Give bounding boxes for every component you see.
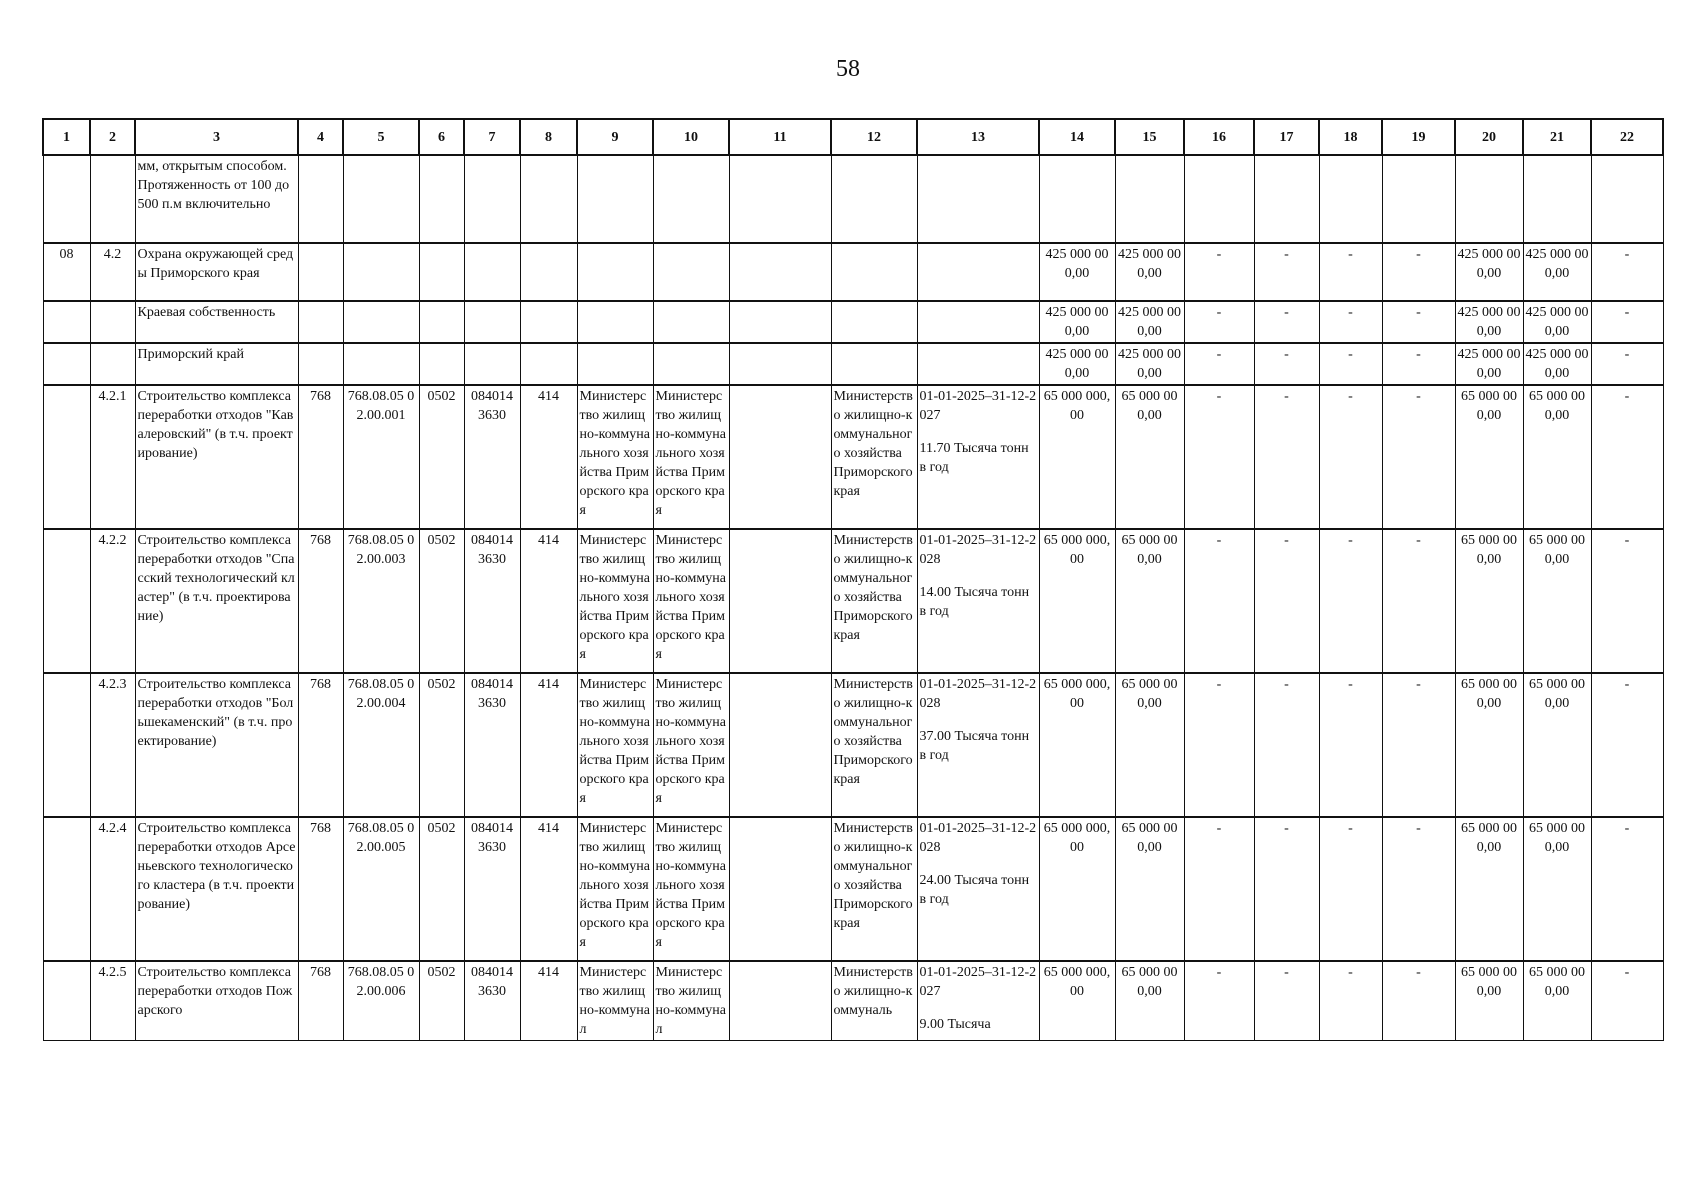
header-row bbox=[43, 119, 1663, 155]
column-header-1: 1 bbox=[43, 119, 90, 155]
cell-col-16: - bbox=[1184, 529, 1254, 673]
cell-col-10: Министерство жилищно-коммунального хозяйства Приморского края bbox=[653, 529, 729, 673]
cell-col-14: 65 000 000,00 bbox=[1039, 817, 1115, 961]
cell-col-20: 425 000 000,00 bbox=[1455, 243, 1523, 301]
column-header-14: 14 bbox=[1039, 119, 1115, 155]
cell-col-14: 425 000 000,00 bbox=[1039, 343, 1115, 385]
cell-col-22: - bbox=[1591, 301, 1663, 343]
cell-col-21: 65 000 000,00 bbox=[1523, 529, 1591, 673]
cell-col-14: 65 000 000,00 bbox=[1039, 385, 1115, 529]
cell-col-16: - bbox=[1184, 673, 1254, 817]
cell-col-14: 65 000 000,00 bbox=[1039, 529, 1115, 673]
column-header-20: 20 bbox=[1455, 119, 1523, 155]
cell-col-15: 425 000 000,00 bbox=[1115, 243, 1184, 301]
cell-col-1 bbox=[43, 961, 90, 1041]
column-header-7: 7 bbox=[464, 119, 520, 155]
table-row bbox=[43, 817, 1663, 961]
cell-col-9: Министерство жилищно-коммунального хозяйства Приморского края bbox=[577, 817, 653, 961]
cell-col-16: - bbox=[1184, 817, 1254, 961]
table-row bbox=[43, 301, 1663, 343]
cell-col-18: - bbox=[1319, 343, 1382, 385]
cell-col-13 bbox=[917, 817, 1039, 961]
cell-col-4: 768 bbox=[298, 961, 343, 1041]
cell-col-17: - bbox=[1254, 243, 1319, 301]
cell-col-1 bbox=[43, 529, 90, 673]
column-header-8: 8 bbox=[520, 119, 577, 155]
cell-col-17: - bbox=[1254, 529, 1319, 673]
cell-col-8 bbox=[520, 155, 577, 243]
cell-col-15: 65 000 000,00 bbox=[1115, 673, 1184, 817]
column-header-19: 19 bbox=[1382, 119, 1455, 155]
column-header-9: 9 bbox=[577, 119, 653, 155]
cell-col-18: - bbox=[1319, 529, 1382, 673]
cell-col-6: 0502 bbox=[419, 529, 464, 673]
cell-col-14: 425 000 000,00 bbox=[1039, 243, 1115, 301]
cell-col-18: - bbox=[1319, 385, 1382, 529]
cell-col-3: Строительство комплекса переработки отходов "Большекаменский" (в т.ч. проектирование) bbox=[135, 673, 298, 817]
cell-col-20: 65 000 000,00 bbox=[1455, 529, 1523, 673]
cell-col-11 bbox=[729, 385, 831, 529]
cell-col-20: 65 000 000,00 bbox=[1455, 817, 1523, 961]
cell-col-3: Приморский край bbox=[135, 343, 298, 385]
cell-col-3: Строительство комплекса переработки отходов "Кавалеровский" (в т.ч. проектирование) bbox=[135, 385, 298, 529]
budget-table bbox=[42, 118, 1664, 1041]
table-row bbox=[43, 673, 1663, 817]
cell-col-22: - bbox=[1591, 961, 1663, 1041]
cell-col-19: - bbox=[1382, 343, 1455, 385]
cell-col-7: 084014 3630 bbox=[464, 961, 520, 1041]
cell-col-8: 414 bbox=[520, 961, 577, 1041]
cell-col-7: 084014 3630 bbox=[464, 385, 520, 529]
cell-col-21 bbox=[1523, 155, 1591, 243]
cell-col-12 bbox=[831, 155, 917, 243]
cell-col-11 bbox=[729, 817, 831, 961]
table-row bbox=[43, 529, 1663, 673]
cell-col-21: 425 000 000,00 bbox=[1523, 343, 1591, 385]
cell-col-2: 4.2.4 bbox=[90, 817, 135, 961]
cell-col-21: 65 000 000,00 bbox=[1523, 961, 1591, 1041]
cell-col-17: - bbox=[1254, 385, 1319, 529]
cell-col-4 bbox=[298, 155, 343, 243]
cell-col-11 bbox=[729, 155, 831, 243]
cell-col-20: 65 000 000,00 bbox=[1455, 961, 1523, 1041]
cell-col-12: Министерство жилищно-коммунального хозяйства Приморского края bbox=[831, 529, 917, 673]
cell-col-13 bbox=[917, 301, 1039, 343]
cell-col-10: Министерство жилищно-коммунал bbox=[653, 961, 729, 1041]
cell-col-12: Министерство жилищно-коммунального хозяйства Приморского края bbox=[831, 385, 917, 529]
cell-col-13 bbox=[917, 155, 1039, 243]
column-header-4: 4 bbox=[298, 119, 343, 155]
cell-col-8 bbox=[520, 243, 577, 301]
table-row bbox=[43, 155, 1663, 243]
capacity-text: 14.00 Тысяча тонн в год bbox=[919, 585, 1030, 619]
cell-col-10 bbox=[653, 343, 729, 385]
cell-col-19: - bbox=[1382, 243, 1455, 301]
cell-col-7 bbox=[464, 343, 520, 385]
cell-col-12: Министерство жилищно-коммунального хозяйства Приморского края bbox=[831, 673, 917, 817]
cell-col-10 bbox=[653, 243, 729, 301]
table-row bbox=[43, 961, 1663, 1041]
column-header-17: 17 bbox=[1254, 119, 1319, 155]
cell-col-11 bbox=[729, 961, 831, 1041]
column-header-22: 22 bbox=[1591, 119, 1663, 155]
cell-col-2: 4.2.5 bbox=[90, 961, 135, 1041]
cell-col-5 bbox=[343, 243, 419, 301]
cell-col-17: - bbox=[1254, 817, 1319, 961]
cell-col-7: 084014 3630 bbox=[464, 673, 520, 817]
cell-col-12 bbox=[831, 243, 917, 301]
cell-col-20: 425 000 000,00 bbox=[1455, 301, 1523, 343]
cell-col-9: Министерство жилищно-коммунального хозяйства Приморского края bbox=[577, 385, 653, 529]
cell-col-7: 084014 3630 bbox=[464, 529, 520, 673]
cell-col-5: 768.08.05 02.00.001 bbox=[343, 385, 419, 529]
cell-col-9 bbox=[577, 301, 653, 343]
cell-col-6: 0502 bbox=[419, 385, 464, 529]
column-header-6: 6 bbox=[419, 119, 464, 155]
page-number: 58 bbox=[836, 56, 860, 82]
cell-col-6: 0502 bbox=[419, 961, 464, 1041]
cell-col-18: - bbox=[1319, 301, 1382, 343]
cell-col-19: - bbox=[1382, 529, 1455, 673]
cell-col-19 bbox=[1382, 155, 1455, 243]
cell-col-5 bbox=[343, 155, 419, 243]
cell-col-15: 65 000 000,00 bbox=[1115, 385, 1184, 529]
cell-col-16: - bbox=[1184, 343, 1254, 385]
cell-col-16: - bbox=[1184, 385, 1254, 529]
cell-col-14 bbox=[1039, 155, 1115, 243]
column-header-3: 3 bbox=[135, 119, 298, 155]
cell-col-22 bbox=[1591, 155, 1663, 243]
cell-col-4 bbox=[298, 243, 343, 301]
capacity-text: 24.00 Тысяча тонн в год bbox=[919, 873, 1030, 907]
cell-col-4: 768 bbox=[298, 817, 343, 961]
cell-col-15: 425 000 000,00 bbox=[1115, 343, 1184, 385]
cell-col-20: 65 000 000,00 bbox=[1455, 385, 1523, 529]
cell-col-9: Министерство жилищно-коммунал bbox=[577, 961, 653, 1041]
cell-col-16: - bbox=[1184, 301, 1254, 343]
column-header-18: 18 bbox=[1319, 119, 1382, 155]
cell-col-5 bbox=[343, 301, 419, 343]
cell-col-19: - bbox=[1382, 301, 1455, 343]
cell-col-18: - bbox=[1319, 817, 1382, 961]
cell-col-9 bbox=[577, 243, 653, 301]
cell-col-18: - bbox=[1319, 673, 1382, 817]
cell-col-15: 425 000 000,00 bbox=[1115, 301, 1184, 343]
column-header-11: 11 bbox=[729, 119, 831, 155]
cell-col-11 bbox=[729, 243, 831, 301]
cell-col-17: - bbox=[1254, 343, 1319, 385]
table-row bbox=[43, 343, 1663, 385]
cell-col-3: Охрана окружающей среды Приморского края bbox=[135, 243, 298, 301]
cell-col-6: 0502 bbox=[419, 817, 464, 961]
cell-col-22: - bbox=[1591, 673, 1663, 817]
cell-col-12: Министерство жилищно-коммунального хозяйства Приморского края bbox=[831, 817, 917, 961]
cell-col-22: - bbox=[1591, 343, 1663, 385]
cell-col-15: 65 000 000,00 bbox=[1115, 817, 1184, 961]
cell-col-20: 425 000 000,00 bbox=[1455, 343, 1523, 385]
cell-col-8 bbox=[520, 301, 577, 343]
period-text: 01-01-2025–31-12-2027 bbox=[919, 965, 1037, 999]
cell-col-17: - bbox=[1254, 961, 1319, 1041]
cell-col-9: Министерство жилищно-коммунального хозяйства Приморского края bbox=[577, 529, 653, 673]
cell-col-2: 4.2.1 bbox=[90, 385, 135, 529]
table-row bbox=[43, 243, 1663, 301]
cell-col-2 bbox=[90, 343, 135, 385]
cell-col-13 bbox=[917, 343, 1039, 385]
cell-col-13 bbox=[917, 385, 1039, 529]
cell-col-5: 768.08.05 02.00.003 bbox=[343, 529, 419, 673]
period-text: 01-01-2025–31-12-2028 bbox=[919, 677, 1037, 711]
cell-col-13 bbox=[917, 529, 1039, 673]
cell-col-12: Министерство жилищно-коммуналь bbox=[831, 961, 917, 1041]
cell-col-3: Строительство комплекса переработки отходов Арсеньевского технологического кластера (в т.ч. проектирование) bbox=[135, 817, 298, 961]
cell-col-3: Строительство комплекса переработки отходов Пожарского bbox=[135, 961, 298, 1041]
cell-col-16: - bbox=[1184, 243, 1254, 301]
cell-col-10: Министерство жилищно-коммунального хозяйства Приморского края bbox=[653, 673, 729, 817]
cell-col-7 bbox=[464, 155, 520, 243]
cell-col-8: 414 bbox=[520, 817, 577, 961]
cell-col-15 bbox=[1115, 155, 1184, 243]
cell-col-14: 65 000 000,00 bbox=[1039, 961, 1115, 1041]
column-header-16: 16 bbox=[1184, 119, 1254, 155]
cell-col-13 bbox=[917, 961, 1039, 1041]
cell-col-8: 414 bbox=[520, 673, 577, 817]
cell-col-18: - bbox=[1319, 243, 1382, 301]
cell-col-1 bbox=[43, 673, 90, 817]
cell-col-22: - bbox=[1591, 243, 1663, 301]
cell-col-10: Министерство жилищно-коммунального хозяйства Приморского края bbox=[653, 385, 729, 529]
cell-col-13 bbox=[917, 673, 1039, 817]
cell-col-15: 65 000 000,00 bbox=[1115, 961, 1184, 1041]
cell-col-1 bbox=[43, 301, 90, 343]
cell-col-19: - bbox=[1382, 961, 1455, 1041]
cell-col-8: 414 bbox=[520, 529, 577, 673]
cell-col-20: 65 000 000,00 bbox=[1455, 673, 1523, 817]
cell-col-19: - bbox=[1382, 673, 1455, 817]
cell-col-14: 425 000 000,00 bbox=[1039, 301, 1115, 343]
cell-col-17 bbox=[1254, 155, 1319, 243]
cell-col-11 bbox=[729, 673, 831, 817]
cell-col-7 bbox=[464, 243, 520, 301]
cell-col-1 bbox=[43, 385, 90, 529]
cell-col-5: 768.08.05 02.00.005 bbox=[343, 817, 419, 961]
column-header-21: 21 bbox=[1523, 119, 1591, 155]
cell-col-5: 768.08.05 02.00.006 bbox=[343, 961, 419, 1041]
cell-col-11 bbox=[729, 343, 831, 385]
cell-col-21: 425 000 000,00 bbox=[1523, 301, 1591, 343]
cell-col-2 bbox=[90, 155, 135, 243]
cell-col-10 bbox=[653, 301, 729, 343]
cell-col-12 bbox=[831, 301, 917, 343]
cell-col-7: 084014 3630 bbox=[464, 817, 520, 961]
cell-col-5: 768.08.05 02.00.004 bbox=[343, 673, 419, 817]
cell-col-13 bbox=[917, 243, 1039, 301]
cell-col-19: - bbox=[1382, 817, 1455, 961]
cell-col-22: - bbox=[1591, 529, 1663, 673]
column-header-5: 5 bbox=[343, 119, 419, 155]
cell-col-12 bbox=[831, 343, 917, 385]
cell-col-21: 65 000 000,00 bbox=[1523, 385, 1591, 529]
cell-col-16 bbox=[1184, 155, 1254, 243]
column-header-2: 2 bbox=[90, 119, 135, 155]
cell-col-11 bbox=[729, 529, 831, 673]
cell-col-6 bbox=[419, 155, 464, 243]
period-text: 01-01-2025–31-12-2027 bbox=[919, 389, 1037, 423]
capacity-text: 9.00 Тысяча bbox=[919, 1017, 991, 1032]
cell-col-4: 768 bbox=[298, 385, 343, 529]
cell-col-3: мм, открытым способом. Протяженность от 100 до 500 п.м включительно bbox=[135, 155, 298, 243]
table-body bbox=[43, 155, 1663, 1041]
cell-col-21: 65 000 000,00 bbox=[1523, 817, 1591, 961]
cell-col-6: 0502 bbox=[419, 673, 464, 817]
period-text: 01-01-2025–31-12-2028 bbox=[919, 821, 1037, 855]
cell-col-5 bbox=[343, 343, 419, 385]
cell-col-4: 768 bbox=[298, 673, 343, 817]
cell-col-10 bbox=[653, 155, 729, 243]
cell-col-8: 414 bbox=[520, 385, 577, 529]
column-header-10: 10 bbox=[653, 119, 729, 155]
cell-col-14: 65 000 000,00 bbox=[1039, 673, 1115, 817]
cell-col-17: - bbox=[1254, 301, 1319, 343]
cell-col-2: 4.2 bbox=[90, 243, 135, 301]
cell-col-1: 08 bbox=[43, 243, 90, 301]
cell-col-18 bbox=[1319, 155, 1382, 243]
cell-col-18: - bbox=[1319, 961, 1382, 1041]
cell-col-22: - bbox=[1591, 385, 1663, 529]
cell-col-1 bbox=[43, 155, 90, 243]
cell-col-17: - bbox=[1254, 673, 1319, 817]
cell-col-21: 425 000 000,00 bbox=[1523, 243, 1591, 301]
cell-col-10: Министерство жилищно-коммунального хозяйства Приморского края bbox=[653, 817, 729, 961]
cell-col-9: Министерство жилищно-коммунального хозяйства Приморского края bbox=[577, 673, 653, 817]
capacity-text: 11.70 Тысяча тонн в год bbox=[919, 441, 1029, 475]
cell-col-6 bbox=[419, 301, 464, 343]
cell-col-9 bbox=[577, 155, 653, 243]
table-row bbox=[43, 385, 1663, 529]
cell-col-16: - bbox=[1184, 961, 1254, 1041]
cell-col-8 bbox=[520, 343, 577, 385]
cell-col-1 bbox=[43, 343, 90, 385]
cell-col-20 bbox=[1455, 155, 1523, 243]
cell-col-7 bbox=[464, 301, 520, 343]
cell-col-4 bbox=[298, 301, 343, 343]
cell-col-4: 768 bbox=[298, 529, 343, 673]
cell-col-15: 65 000 000,00 bbox=[1115, 529, 1184, 673]
cell-col-21: 65 000 000,00 bbox=[1523, 673, 1591, 817]
cell-col-9 bbox=[577, 343, 653, 385]
column-header-15: 15 bbox=[1115, 119, 1184, 155]
period-text: 01-01-2025–31-12-2028 bbox=[919, 533, 1037, 567]
cell-col-2 bbox=[90, 301, 135, 343]
cell-col-3: Строительство комплекса переработки отходов "Спасский технологический кластер" (в т.ч. проектирование) bbox=[135, 529, 298, 673]
cell-col-2: 4.2.3 bbox=[90, 673, 135, 817]
cell-col-19: - bbox=[1382, 385, 1455, 529]
cell-col-4 bbox=[298, 343, 343, 385]
cell-col-22: - bbox=[1591, 817, 1663, 961]
column-header-12: 12 bbox=[831, 119, 917, 155]
cell-col-6 bbox=[419, 343, 464, 385]
cell-col-2: 4.2.2 bbox=[90, 529, 135, 673]
cell-col-1 bbox=[43, 817, 90, 961]
cell-col-6 bbox=[419, 243, 464, 301]
cell-col-11 bbox=[729, 301, 831, 343]
cell-col-3: Краевая собственность bbox=[135, 301, 298, 343]
column-header-13: 13 bbox=[917, 119, 1039, 155]
capacity-text: 37.00 Тысяча тонн в год bbox=[919, 729, 1030, 763]
